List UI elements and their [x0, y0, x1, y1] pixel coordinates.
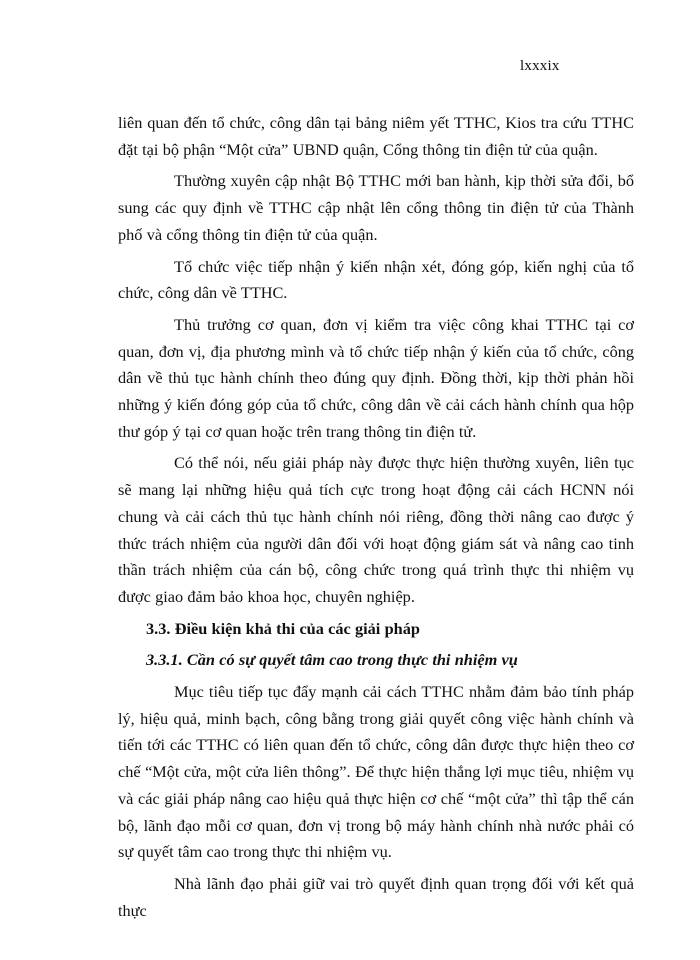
paragraph: Có thể nói, nếu giải pháp này được thực hiện thường xuyên, liên tục sẽ mang lại những hiệu quả tích cực trong hoạt động cải cách HCNN nói chung và cải cách thủ tục hành chính nói riêng, đồng thời nâng cao được ý thức trách nhiệm của người dân đối với hoạt động giám sát và nâng cao tinh thần trách nhiệm của cán bộ, công chức trong quá trình thực thi nhiệm vụ được giao đảm bảo khoa học, chuyên nghiệp.: [118, 453, 634, 606]
document-body: [118, 110, 634, 929]
subsection-heading: 3.3.1. Cần có sự quyết tâm cao trong thực thi nhiệm vụ: [146, 650, 518, 670]
paragraph: Nhà lãnh đạo phải giữ vai trò quyết định quan trọng đối với kết quả thực: [118, 873, 634, 920]
paragraph: Thủ trưởng cơ quan, đơn vị kiểm tra việc công khai TTHC tại cơ quan, đơn vị, địa phương mình và tổ chức tiếp nhận ý kiến của tổ chức, công dân về thủ tục hành chính theo đúng quy định. Đồng thời, kịp thời phản hồi những ý kiến đóng góp của tổ chức, công dân về cải cách hành chính qua hộp thư góp ý tại cơ quan hoặc trên trang thông tin điện tử.: [118, 314, 634, 441]
page-number: lxxxix: [520, 58, 560, 74]
section-heading: 3.3. Điều kiện khả thi của các giải pháp: [146, 618, 420, 638]
paragraph-continued: liên quan đến tổ chức, công dân tại bảng niêm yết TTHC, Kios tra cứu TTHC đặt tại bộ phận “Một cửa” UBND quận, Cổng thông tin điện tử của quận.: [118, 113, 634, 159]
paragraph: Mục tiêu tiếp tục đẩy mạnh cải cách TTHC nhằm đảm bảo tính pháp lý, hiệu quả, minh bạch, công bằng trong giải quyết công việc hành chính và tiến tới các TTHC có liên quan đến tổ chức, công dân được thực hiện theo cơ chế “Một cửa, một cửa liên thông”. Để thực hiện thắng lợi mục tiêu, nhiệm vụ và các giải pháp nâng cao hiệu quả thực hiện cơ chế “một cửa” thì tập thể cán bộ, lãnh đạo mỗi cơ quan, đơn vị trong bộ máy hành chính nhà nước phải có sự quyết tâm cao trong thực thi nhiệm vụ.: [118, 682, 634, 862]
paragraph: Thường xuyên cập nhật Bộ TTHC mới ban hành, kịp thời sửa đổi, bổ sung các quy định về TTHC cập nhật lên cổng thông tin điện tử của Thành phố và cổng thông tin điện tử của quận.: [118, 171, 634, 244]
paragraph: Tổ chức việc tiếp nhận ý kiến nhận xét, đóng góp, kiến nghị của tổ chức, công dân về TTHC.: [118, 256, 634, 303]
